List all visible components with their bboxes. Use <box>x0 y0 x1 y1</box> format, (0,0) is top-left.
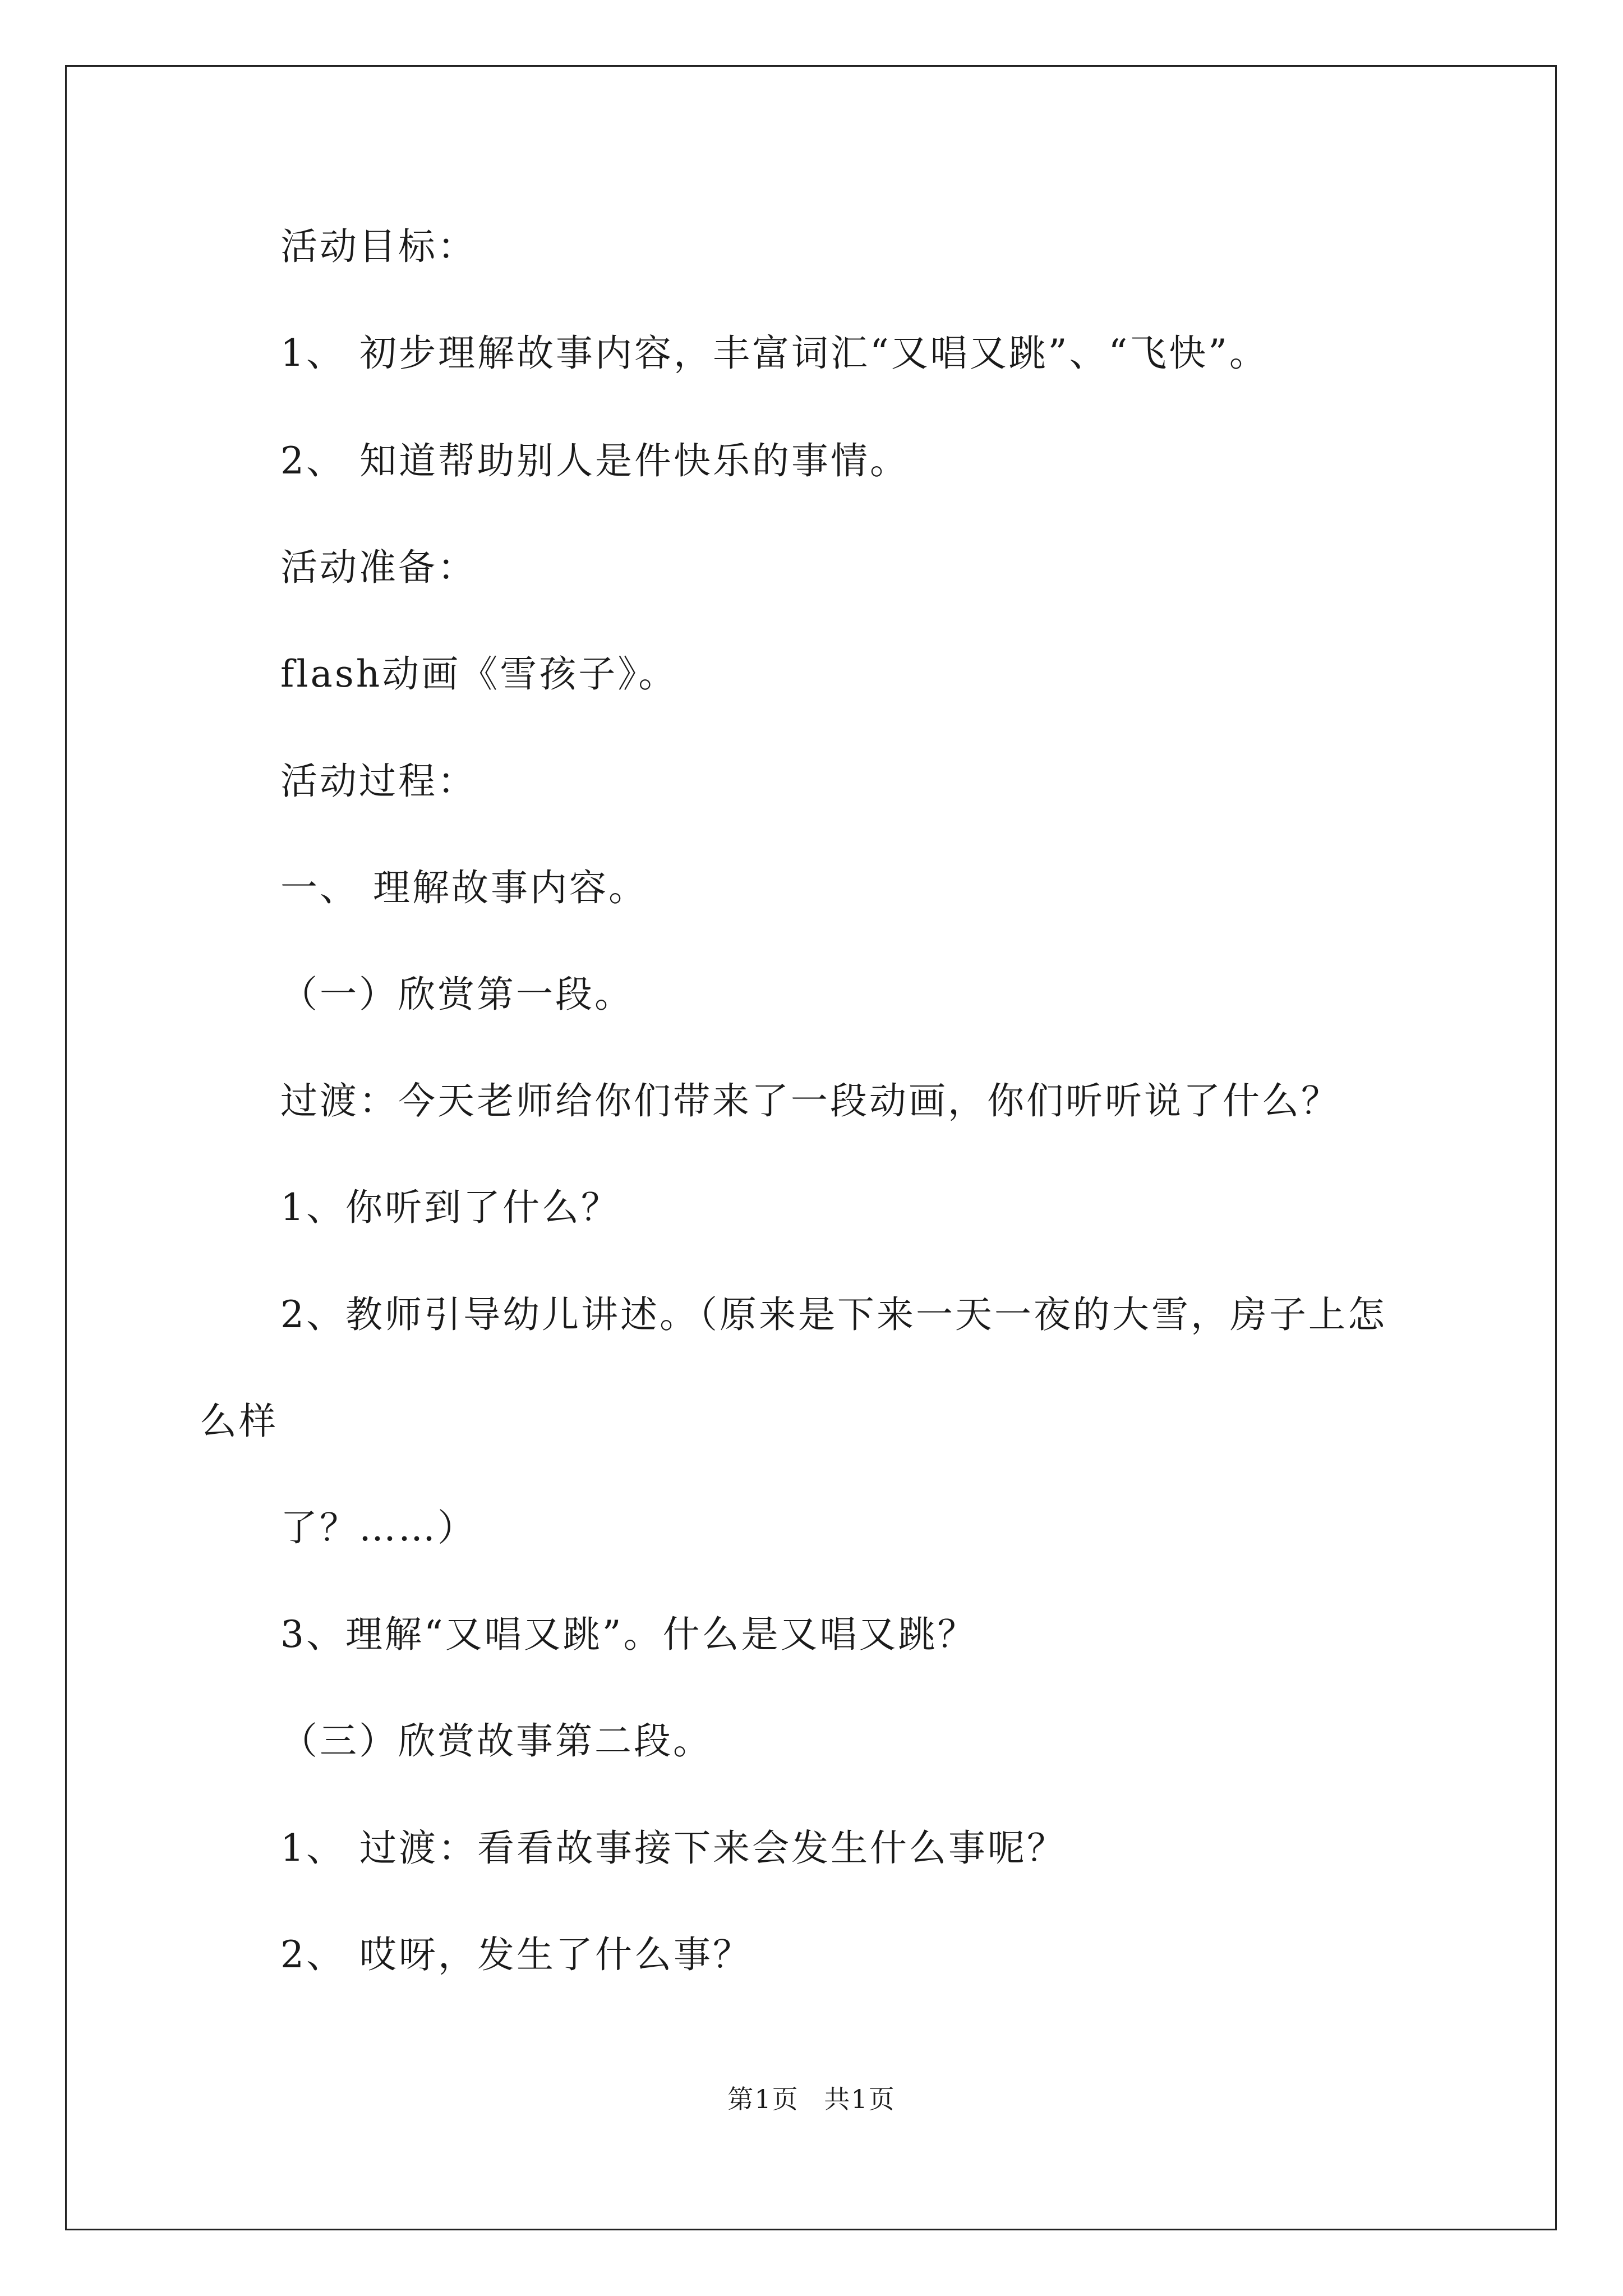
subsection-3: （三）欣赏故事第二段。 <box>280 1719 712 1763</box>
page-total: 共1页 <box>824 2084 896 2114</box>
process-step-1: 一、 理解故事内容。 <box>280 866 648 909</box>
goal-item-2: 2、 知道帮助别人是件快乐的事情。 <box>280 439 909 482</box>
goal-item-1: 1、 初步理解故事内容，丰富词汇“又唱又跳”、“飞快”。 <box>280 332 1269 375</box>
question-2: 2、教师引导幼儿讲述。（原来是下来一天一夜的大雪，房子上怎 <box>280 1293 1387 1336</box>
question-3: 3、理解“又唱又跳”。什么是又唱又跳？ <box>280 1613 977 1656</box>
question-2-continued: 么样 <box>200 1400 278 1443</box>
page-number: 第1页 <box>727 2084 799 2114</box>
part2-item-1: 1、 过渡：看看故事接下来会发生什么事呢？ <box>280 1826 1066 1870</box>
question-2-end: 了？……） <box>280 1506 477 1549</box>
preparation-text: flash动画《雪孩子》。 <box>280 652 678 696</box>
transition-text: 过渡：今天老师给你们带来了一段动画，你们听听说了什么？ <box>280 1079 1340 1122</box>
question-1: 1、你听到了什么？ <box>280 1186 620 1229</box>
page-footer <box>0 2082 1623 2116</box>
part2-item-2: 2、 哎呀，发生了什么事？ <box>280 1933 752 1976</box>
section-heading-process: 活动过程： <box>280 760 477 803</box>
section-heading-goals: 活动目标： <box>280 225 477 268</box>
subsection-1: （一）欣赏第一段。 <box>280 973 634 1016</box>
section-heading-preparation: 活动准备： <box>280 546 477 589</box>
